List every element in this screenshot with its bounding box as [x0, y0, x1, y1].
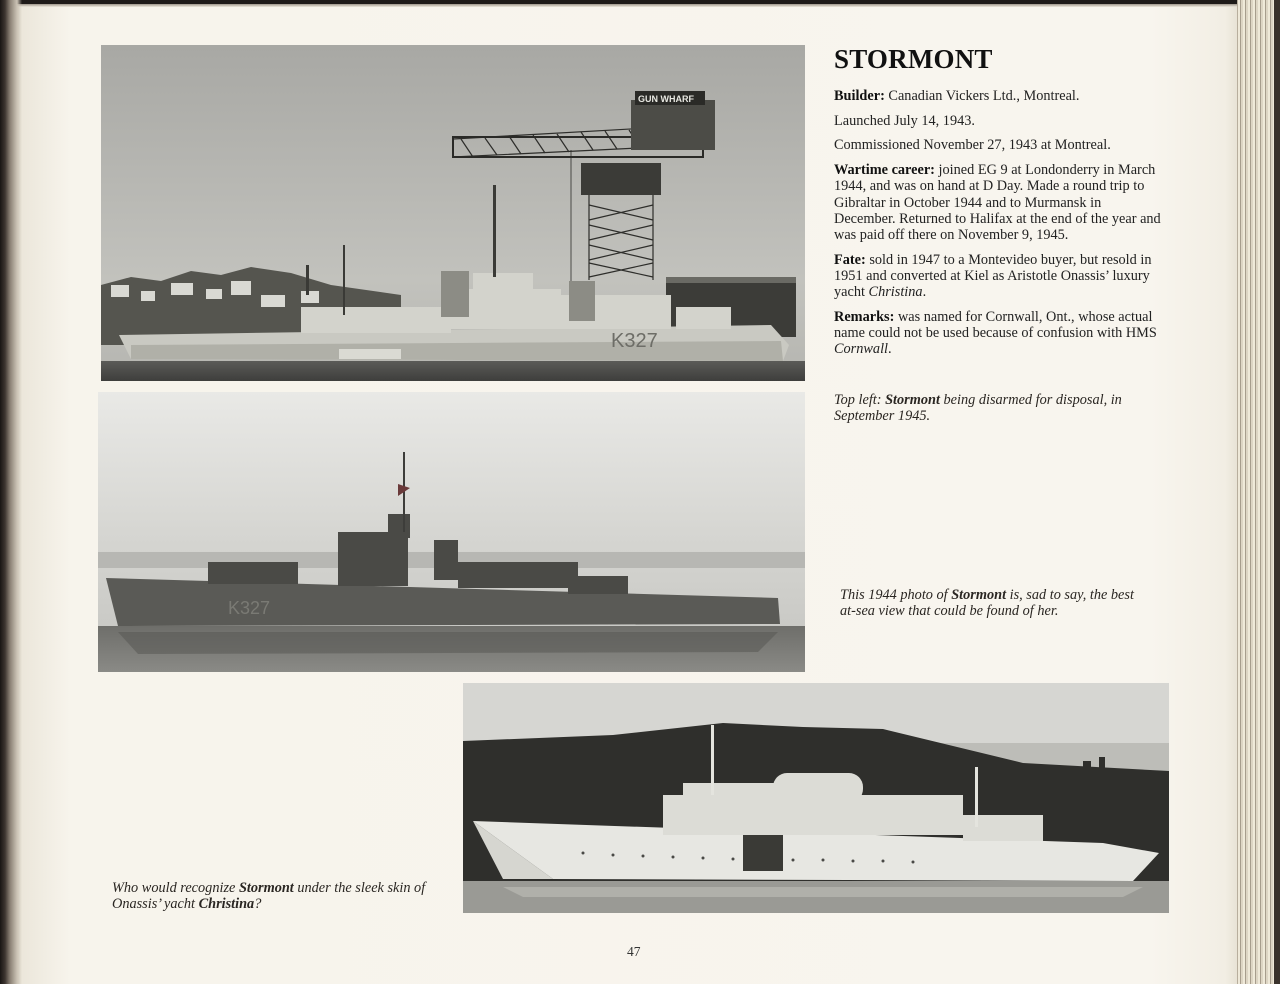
- wartime-value: joined EG 9 at Londonderry in March 1944, and was on hand at D Day. Made a round trip to Gibraltar in October 1944 and to Murmansk in December. Returned to Halifax at the end of the year and was paid off there on November 9, 1945.: [834, 162, 1161, 243]
- fate-yacht-name: Christina: [868, 284, 923, 301]
- fate-label: Fate:: [834, 251, 866, 268]
- page-number: 47: [627, 944, 641, 959]
- photo-stormont-gun-wharf-image: [101, 45, 805, 381]
- caption-middle-bold: Stormont: [951, 587, 1007, 603]
- caption-top-photo: [834, 392, 1169, 424]
- remarks-end: .: [888, 341, 892, 358]
- fate-paragraph: [834, 252, 1164, 301]
- page-title: STORMONT: [834, 44, 993, 74]
- wartime-paragraph: [834, 162, 1164, 243]
- pennant-number-text-2: K327: [228, 598, 271, 618]
- fate-value: sold in 1947 to a Montevideo buyer, but resold in 1951 and converted at Kiel as Aristotle Onassis’ luxury yacht: [834, 251, 1152, 301]
- crane-sign-text: GUN WHARF: [638, 94, 694, 104]
- book-page-edges: [1237, 0, 1280, 984]
- photo-stormont-at-sea-image: [98, 392, 805, 672]
- caption-bottom-bold: Stormont: [238, 880, 294, 896]
- builder-line: [834, 88, 1164, 104]
- pennant-number-text: K327: [611, 330, 658, 352]
- caption-top-after: being disarmed for disposal, in September 1945.: [834, 392, 1122, 425]
- remarks-value: was named for Cornwall, Ont., whose actual name could not be used because of confusion with HMS: [834, 308, 1157, 341]
- caption-bottom-before: Who would recognize: [112, 880, 239, 896]
- photo-yacht-christina: [463, 683, 1169, 913]
- remarks-paragraph: [834, 309, 1164, 358]
- photo-stormont-at-sea: [98, 392, 805, 672]
- caption-bottom-after: ?: [254, 896, 262, 913]
- remarks-label: Remarks:: [834, 308, 895, 325]
- page-top-shadow: [0, 4, 1280, 7]
- commissioned-line: Commissioned November 27, 1943 at Montreal.: [834, 137, 1111, 154]
- caption-middle-before: This 1944 photo of: [840, 587, 952, 603]
- photo-yacht-christina-image: [463, 683, 1169, 913]
- fate-end: .: [922, 284, 927, 301]
- caption-middle-after: is, sad to say, the best at-sea view that could be found of her.: [840, 587, 1134, 620]
- book-gutter: [0, 0, 22, 984]
- remarks-ship-name: Cornwall: [834, 341, 889, 358]
- caption-bottom-middle: under the sleek skin of Onassis’ yacht: [112, 880, 426, 913]
- caption-bottom-photo: [112, 880, 432, 912]
- wartime-label: Wartime career:: [834, 162, 935, 179]
- ship-details: [834, 88, 1164, 366]
- caption-bottom-bold2: Christina: [198, 896, 255, 913]
- builder-value: Canadian Vickers Ltd., Montreal.: [888, 88, 1080, 104]
- launched-line: Launched July 14, 1943.: [834, 112, 975, 129]
- caption-middle-photo: [840, 587, 1140, 619]
- caption-top-bold: Stormont: [885, 392, 940, 408]
- photo-stormont-gun-wharf: [101, 45, 805, 381]
- caption-top-before: Top left:: [834, 392, 886, 408]
- builder-label: Builder:: [834, 88, 885, 104]
